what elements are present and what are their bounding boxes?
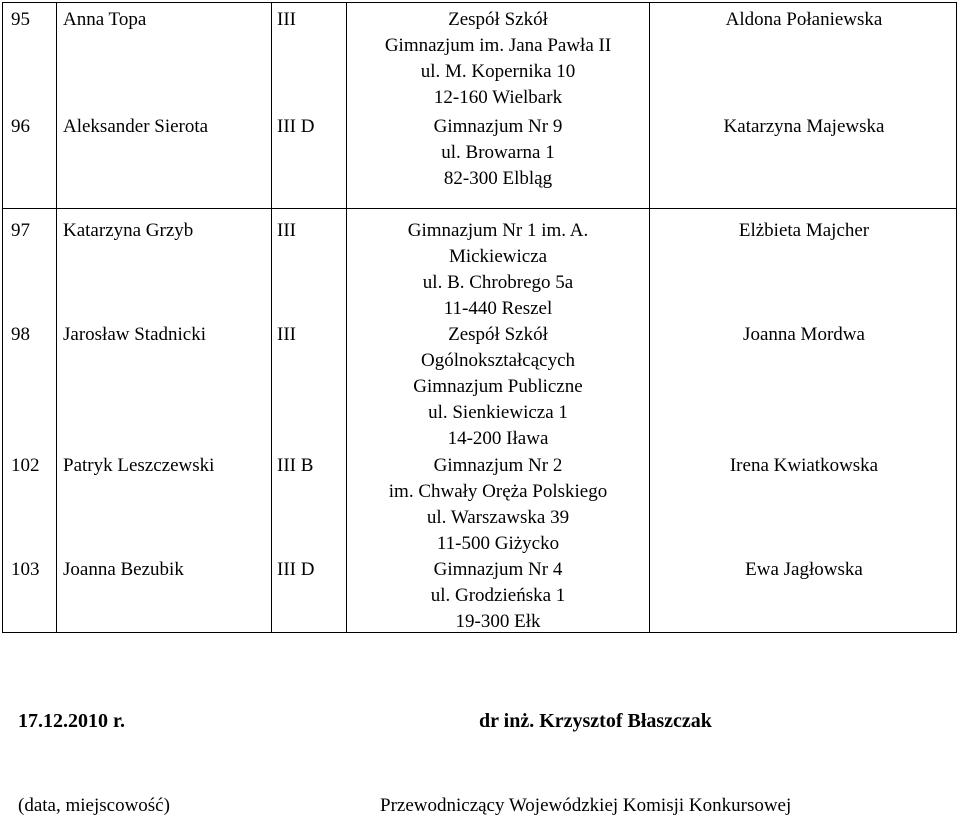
school-line: Gimnazjum Nr 9 bbox=[433, 116, 563, 137]
school-line: 19-300 Ełk bbox=[455, 611, 541, 632]
student-name: Patryk Leszczewski bbox=[63, 455, 215, 476]
school-line: Gimnazjum Nr 2 bbox=[433, 455, 563, 476]
class-label: III bbox=[277, 9, 296, 30]
school-line: 11-500 Giżycko bbox=[436, 533, 560, 554]
row-number: 103 bbox=[11, 559, 40, 580]
school-line: ul. Grodzieńska 1 bbox=[430, 585, 566, 606]
row-number: 96 bbox=[11, 116, 30, 137]
school-line: Mickiewicza bbox=[448, 246, 548, 267]
class-label: III D bbox=[277, 559, 315, 580]
school-line: ul. Warszawska 39 bbox=[426, 507, 570, 528]
school-line: Ogólnokształcących bbox=[420, 350, 576, 371]
date-caption: (data, miejscowość) bbox=[18, 795, 170, 816]
class-label: III B bbox=[277, 455, 314, 476]
school-line: im. Chwały Oręża Polskiego bbox=[388, 481, 608, 502]
student-name: Aleksander Sierota bbox=[63, 116, 209, 137]
teacher-name: Katarzyna Majewska bbox=[723, 116, 885, 137]
school-line: Gimnazjum im. Jana Pawła II bbox=[384, 35, 612, 56]
school-line: Zespół Szkół bbox=[448, 324, 548, 345]
teacher-name: Elżbieta Majcher bbox=[738, 220, 870, 241]
teacher-name: Aldona Połaniewska bbox=[725, 9, 883, 30]
school-line: 82-300 Elbląg bbox=[443, 168, 553, 189]
name-caption: Przewodniczący Wojewódzkiej Komisji Konkursowej bbox=[380, 795, 792, 816]
school-line: ul. B. Chrobrego 5a bbox=[422, 272, 574, 293]
results-table bbox=[2, 2, 957, 633]
school-line: Gimnazjum Publiczne bbox=[413, 376, 583, 397]
teacher-name: Joanna Mordwa bbox=[743, 324, 865, 345]
row-number: 95 bbox=[11, 9, 30, 30]
row-number: 102 bbox=[11, 455, 40, 476]
teacher-name: Irena Kwiatkowska bbox=[729, 455, 879, 476]
school-line: ul. Browarna 1 bbox=[441, 142, 555, 163]
school-line: ul. M. Kopernika 10 bbox=[420, 61, 576, 82]
row-number: 97 bbox=[11, 220, 30, 241]
student-name: Katarzyna Grzyb bbox=[63, 220, 194, 241]
school-line: 12-160 Wielbark bbox=[433, 87, 563, 108]
class-label: III bbox=[277, 324, 296, 345]
row-number: 98 bbox=[11, 324, 30, 345]
student-name: Joanna Bezubik bbox=[63, 559, 184, 580]
school-line: 14-200 Iława bbox=[447, 428, 549, 449]
school-line: Gimnazjum Nr 1 im. A. bbox=[407, 220, 589, 241]
school-line: 11-440 Reszel bbox=[443, 298, 553, 319]
signature-name: dr inż. Krzysztof Błaszczak bbox=[479, 710, 712, 732]
class-label: III bbox=[277, 220, 296, 241]
class-label: III D bbox=[277, 116, 315, 137]
student-name: Jarosław Stadnicki bbox=[63, 324, 207, 345]
signature-date: 17.12.2010 r. bbox=[18, 710, 126, 732]
school-line: Gimnazjum Nr 4 bbox=[433, 559, 563, 580]
school-line: ul. Sienkiewicza 1 bbox=[428, 402, 568, 423]
teacher-name: Ewa Jagłowska bbox=[745, 559, 863, 580]
student-name: Anna Topa bbox=[63, 9, 147, 30]
school-line: Zespół Szkół bbox=[448, 9, 548, 30]
